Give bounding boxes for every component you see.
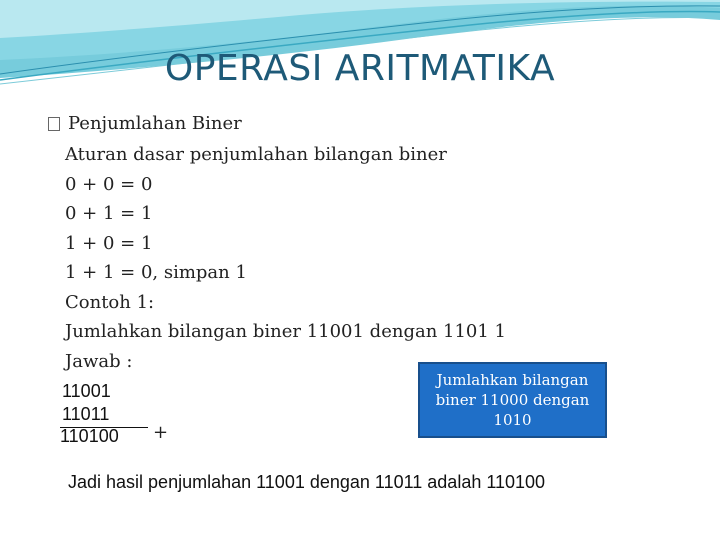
example-question: Jumlahkan bilangan biner 11001 dengan 1101 1 — [65, 321, 506, 342]
bullet-square-icon — [48, 117, 60, 131]
exercise-callout-text: Jumlahkan bilangan biner 11000 dengan 1010 — [435, 371, 590, 429]
result-sentence: Jadi hasil penjumlahan 11001 dengan 11011 adalah 110100 — [68, 472, 546, 492]
rule-line: 1 + 1 = 0, simpan 1 — [65, 262, 247, 283]
operand-2: 11011 — [62, 404, 110, 424]
body-text — [65, 140, 506, 376]
operand-1: 11001 — [62, 381, 111, 401]
plus-sign: + — [153, 422, 169, 443]
rule-intro: Aturan dasar penjumlahan bilangan biner — [65, 144, 447, 165]
rule-line: 0 + 1 = 1 — [65, 203, 153, 224]
slide-title: OPERASI ARITMATIKA — [164, 48, 556, 89]
rule-line: 0 + 0 = 0 — [65, 173, 153, 195]
answer-label: Jawab : — [65, 350, 133, 372]
bullet-heading — [48, 113, 242, 134]
exercise-callout-box — [418, 362, 607, 438]
bullet-text: Penjumlahan Biner — [68, 113, 242, 134]
rule-line: 1 + 0 = 1 — [65, 232, 153, 254]
sum-result: 110100 — [60, 426, 119, 446]
example-label: Contoh 1: — [65, 291, 155, 313]
